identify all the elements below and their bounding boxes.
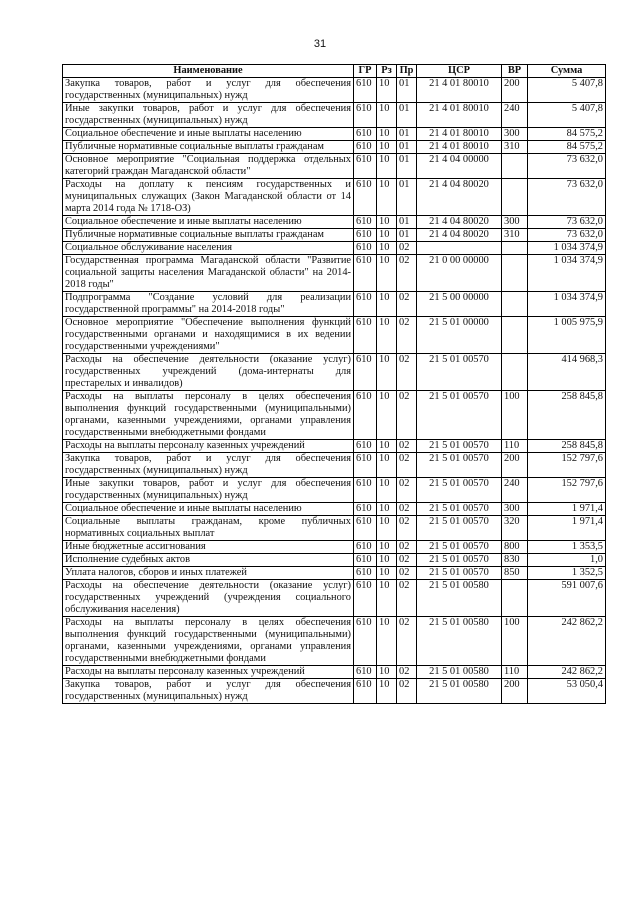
cell-gr: 610 <box>354 541 377 554</box>
header-vr: ВР <box>502 65 528 78</box>
cell-csr: 21 4 01 80010 <box>417 128 502 141</box>
cell-vr: 200 <box>502 78 528 103</box>
cell-gr: 610 <box>354 292 377 317</box>
cell-csr: 21 5 01 00570 <box>417 516 502 541</box>
header-sum: Сумма <box>528 65 606 78</box>
cell-vr: 110 <box>502 666 528 679</box>
cell-vr <box>502 242 528 255</box>
cell-sum: 242 862,2 <box>528 666 606 679</box>
cell-rz: 10 <box>377 216 397 229</box>
cell-name: Социальное обеспечение и иные выплаты населению <box>63 216 354 229</box>
cell-gr: 610 <box>354 242 377 255</box>
cell-csr: 21 4 01 80010 <box>417 103 502 128</box>
cell-vr: 300 <box>502 216 528 229</box>
cell-csr: 21 5 01 00580 <box>417 666 502 679</box>
cell-sum: 1 005 975,9 <box>528 317 606 354</box>
cell-vr: 110 <box>502 440 528 453</box>
cell-rz: 10 <box>377 229 397 242</box>
table-row <box>63 617 606 666</box>
cell-rz: 10 <box>377 516 397 541</box>
cell-csr: 21 5 01 00570 <box>417 478 502 503</box>
cell-rz: 10 <box>377 541 397 554</box>
cell-vr <box>502 580 528 617</box>
table-row <box>63 154 606 179</box>
cell-name: Иные закупки товаров, работ и услуг для обеспечения государственных (муниципальных) нужд <box>63 478 354 503</box>
table-row <box>63 391 606 440</box>
cell-vr <box>502 317 528 354</box>
cell-pr: 02 <box>397 354 417 391</box>
cell-name: Расходы на выплаты персоналу в целях обеспечения выполнения функций государственными (муниципальными) органами, казенными учреждениями, органами управления государственными внебюджетными фондами <box>63 391 354 440</box>
cell-rz: 10 <box>377 617 397 666</box>
cell-rz: 10 <box>377 440 397 453</box>
cell-name: Расходы на доплату к пенсиям государственных и муниципальных служащих (Закон Магаданской области от 14 марта 2014 года № 1718-ОЗ) <box>63 179 354 216</box>
cell-sum: 1 971,4 <box>528 503 606 516</box>
cell-rz: 10 <box>377 567 397 580</box>
cell-sum: 84 575,2 <box>528 141 606 154</box>
table-header-row <box>63 65 606 78</box>
cell-rz: 10 <box>377 255 397 292</box>
cell-csr: 21 5 00 00000 <box>417 292 502 317</box>
table-row <box>63 292 606 317</box>
cell-sum: 1 034 374,9 <box>528 255 606 292</box>
cell-name: Социальные выплаты гражданам, кроме публичных нормативных социальных выплат <box>63 516 354 541</box>
table-row <box>63 666 606 679</box>
cell-gr: 610 <box>354 391 377 440</box>
cell-vr: 320 <box>502 516 528 541</box>
cell-name: Публичные нормативные социальные выплаты гражданам <box>63 229 354 242</box>
cell-gr: 610 <box>354 516 377 541</box>
cell-pr: 02 <box>397 317 417 354</box>
cell-gr: 610 <box>354 141 377 154</box>
cell-gr: 610 <box>354 216 377 229</box>
cell-sum: 591 007,6 <box>528 580 606 617</box>
table-row <box>63 354 606 391</box>
cell-pr: 02 <box>397 679 417 704</box>
cell-pr: 02 <box>397 453 417 478</box>
table-row <box>63 516 606 541</box>
table-row <box>63 503 606 516</box>
cell-name: Иные закупки товаров, работ и услуг для обеспечения государственных (муниципальных) нужд <box>63 103 354 128</box>
cell-name: Социальное обслуживание населения <box>63 242 354 255</box>
cell-vr: 240 <box>502 103 528 128</box>
cell-gr: 610 <box>354 103 377 128</box>
cell-name: Закупка товаров, работ и услуг для обеспечения государственных (муниципальных) нужд <box>63 453 354 478</box>
cell-vr: 310 <box>502 229 528 242</box>
cell-name: Уплата налогов, сборов и иных платежей <box>63 567 354 580</box>
table-row <box>63 440 606 453</box>
cell-rz: 10 <box>377 179 397 216</box>
cell-vr: 300 <box>502 128 528 141</box>
header-csr: ЦСР <box>417 65 502 78</box>
cell-csr: 21 5 01 00570 <box>417 354 502 391</box>
cell-gr: 610 <box>354 78 377 103</box>
cell-pr: 02 <box>397 478 417 503</box>
cell-sum: 1,0 <box>528 554 606 567</box>
cell-csr: 21 5 01 00580 <box>417 617 502 666</box>
cell-gr: 610 <box>354 128 377 141</box>
cell-gr: 610 <box>354 255 377 292</box>
cell-rz: 10 <box>377 478 397 503</box>
cell-csr: 21 5 01 00570 <box>417 453 502 478</box>
table-row <box>63 78 606 103</box>
cell-pr: 02 <box>397 242 417 255</box>
cell-csr: 21 5 01 00570 <box>417 541 502 554</box>
cell-pr: 01 <box>397 179 417 216</box>
cell-sum: 414 968,3 <box>528 354 606 391</box>
cell-csr: 21 4 04 80020 <box>417 229 502 242</box>
cell-csr: 21 0 00 00000 <box>417 255 502 292</box>
cell-pr: 02 <box>397 554 417 567</box>
cell-csr: 21 5 01 00570 <box>417 503 502 516</box>
cell-pr: 01 <box>397 103 417 128</box>
cell-sum: 84 575,2 <box>528 128 606 141</box>
cell-pr: 02 <box>397 541 417 554</box>
cell-vr <box>502 154 528 179</box>
cell-gr: 610 <box>354 440 377 453</box>
cell-rz: 10 <box>377 128 397 141</box>
table-row <box>63 141 606 154</box>
cell-name: Основное мероприятие "Обеспечение выполнения функций государственными органами и находящимися в их ведении государственными учреждениями" <box>63 317 354 354</box>
cell-vr <box>502 292 528 317</box>
cell-pr: 01 <box>397 154 417 179</box>
table-row <box>63 580 606 617</box>
cell-pr: 01 <box>397 78 417 103</box>
cell-rz: 10 <box>377 453 397 478</box>
cell-rz: 10 <box>377 141 397 154</box>
budget-table <box>62 64 606 704</box>
cell-name: Расходы на обеспечение деятельности (оказание услуг) государственных учреждений (дома-интернаты для престарелых и инвалидов) <box>63 354 354 391</box>
cell-gr: 610 <box>354 679 377 704</box>
table-row <box>63 554 606 567</box>
cell-gr: 610 <box>354 580 377 617</box>
cell-rz: 10 <box>377 666 397 679</box>
cell-csr: 21 5 01 00570 <box>417 567 502 580</box>
cell-csr: 21 4 04 80020 <box>417 179 502 216</box>
table-row <box>63 541 606 554</box>
cell-name: Расходы на обеспечение деятельности (оказание услуг) государственных учреждений (учреждения социального обслуживания населения) <box>63 580 354 617</box>
cell-pr: 01 <box>397 216 417 229</box>
cell-vr: 100 <box>502 617 528 666</box>
cell-name: Закупка товаров, работ и услуг для обеспечения государственных (муниципальных) нужд <box>63 679 354 704</box>
table-row <box>63 242 606 255</box>
cell-rz: 10 <box>377 317 397 354</box>
cell-rz: 10 <box>377 292 397 317</box>
cell-pr: 02 <box>397 580 417 617</box>
cell-sum: 1 352,5 <box>528 567 606 580</box>
cell-rz: 10 <box>377 679 397 704</box>
cell-gr: 610 <box>354 503 377 516</box>
table-body <box>63 78 606 704</box>
cell-sum: 258 845,8 <box>528 391 606 440</box>
cell-vr: 830 <box>502 554 528 567</box>
table-row <box>63 679 606 704</box>
cell-csr: 21 5 01 00570 <box>417 391 502 440</box>
cell-gr: 610 <box>354 617 377 666</box>
table-row <box>63 317 606 354</box>
cell-gr: 610 <box>354 229 377 242</box>
cell-sum: 1 971,4 <box>528 516 606 541</box>
cell-gr: 610 <box>354 453 377 478</box>
cell-csr: 21 5 01 00000 <box>417 317 502 354</box>
cell-name: Исполнение судебных актов <box>63 554 354 567</box>
cell-gr: 610 <box>354 317 377 354</box>
table-row <box>63 478 606 503</box>
cell-sum: 152 797,6 <box>528 453 606 478</box>
cell-gr: 610 <box>354 154 377 179</box>
cell-name: Основное мероприятие "Социальная поддержка отдельных категорий граждан Магаданской области" <box>63 154 354 179</box>
table-row <box>63 128 606 141</box>
table-row <box>63 567 606 580</box>
cell-csr: 21 4 01 80010 <box>417 141 502 154</box>
cell-vr <box>502 354 528 391</box>
cell-gr: 610 <box>354 567 377 580</box>
cell-csr: 21 5 01 00580 <box>417 580 502 617</box>
cell-csr: 21 5 01 00580 <box>417 679 502 704</box>
cell-sum: 5 407,8 <box>528 103 606 128</box>
cell-pr: 01 <box>397 141 417 154</box>
header-rz: Рз <box>377 65 397 78</box>
cell-csr: 21 5 01 00570 <box>417 554 502 567</box>
cell-rz: 10 <box>377 391 397 440</box>
cell-pr: 02 <box>397 292 417 317</box>
cell-vr: 100 <box>502 391 528 440</box>
cell-pr: 02 <box>397 617 417 666</box>
cell-sum: 73 632,0 <box>528 179 606 216</box>
cell-vr <box>502 255 528 292</box>
header-gr: ГР <box>354 65 377 78</box>
cell-vr: 240 <box>502 478 528 503</box>
cell-sum: 1 353,5 <box>528 541 606 554</box>
cell-name: Расходы на выплаты персоналу казенных учреждений <box>63 440 354 453</box>
cell-sum: 53 050,4 <box>528 679 606 704</box>
cell-vr: 300 <box>502 503 528 516</box>
cell-csr: 21 4 01 80010 <box>417 78 502 103</box>
table-row <box>63 453 606 478</box>
cell-rz: 10 <box>377 78 397 103</box>
cell-name: Социальное обеспечение и иные выплаты населению <box>63 128 354 141</box>
cell-csr: 21 5 01 00570 <box>417 440 502 453</box>
cell-vr: 200 <box>502 679 528 704</box>
cell-pr: 02 <box>397 666 417 679</box>
cell-pr: 02 <box>397 516 417 541</box>
cell-name: Социальное обеспечение и иные выплаты населению <box>63 503 354 516</box>
cell-vr: 850 <box>502 567 528 580</box>
cell-name: Публичные нормативные социальные выплаты гражданам <box>63 141 354 154</box>
cell-gr: 610 <box>354 478 377 503</box>
cell-rz: 10 <box>377 503 397 516</box>
cell-vr: 310 <box>502 141 528 154</box>
header-pr: Пр <box>397 65 417 78</box>
cell-gr: 610 <box>354 179 377 216</box>
cell-rz: 10 <box>377 580 397 617</box>
cell-csr: 21 4 04 80020 <box>417 216 502 229</box>
cell-rz: 10 <box>377 554 397 567</box>
cell-rz: 10 <box>377 154 397 179</box>
cell-sum: 73 632,0 <box>528 154 606 179</box>
cell-sum: 73 632,0 <box>528 229 606 242</box>
cell-pr: 02 <box>397 255 417 292</box>
table-row <box>63 229 606 242</box>
header-name: Наименование <box>63 65 354 78</box>
cell-gr: 610 <box>354 666 377 679</box>
cell-sum: 1 034 374,9 <box>528 292 606 317</box>
cell-pr: 02 <box>397 503 417 516</box>
table-row <box>63 255 606 292</box>
cell-sum: 1 034 374,9 <box>528 242 606 255</box>
cell-name: Иные бюджетные ассигнования <box>63 541 354 554</box>
cell-name: Расходы на выплаты персоналу в целях обеспечения выполнения функций государственными (муниципальными) органами, казенными учреждениями, органами управления государственными внебюджетными фондами <box>63 617 354 666</box>
cell-rz: 10 <box>377 354 397 391</box>
cell-pr: 02 <box>397 391 417 440</box>
cell-pr: 02 <box>397 567 417 580</box>
cell-vr: 800 <box>502 541 528 554</box>
table-row <box>63 216 606 229</box>
cell-gr: 610 <box>354 554 377 567</box>
cell-name: Расходы на выплаты персоналу казенных учреждений <box>63 666 354 679</box>
cell-sum: 73 632,0 <box>528 216 606 229</box>
cell-sum: 242 862,2 <box>528 617 606 666</box>
page-number: 31 <box>313 38 327 50</box>
cell-name: Государственная программа Магаданской области "Развитие социальной защиты населения Магаданской области" на 2014-2018 годы" <box>63 255 354 292</box>
cell-sum: 5 407,8 <box>528 78 606 103</box>
cell-rz: 10 <box>377 242 397 255</box>
table-row <box>63 103 606 128</box>
cell-pr: 01 <box>397 229 417 242</box>
cell-name: Подпрограмма "Создание условий для реализации государственной программы" на 2014-2018 годы" <box>63 292 354 317</box>
cell-pr: 02 <box>397 440 417 453</box>
cell-name: Закупка товаров, работ и услуг для обеспечения государственных (муниципальных) нужд <box>63 78 354 103</box>
cell-csr <box>417 242 502 255</box>
cell-sum: 258 845,8 <box>528 440 606 453</box>
table-row <box>63 179 606 216</box>
cell-pr: 01 <box>397 128 417 141</box>
cell-rz: 10 <box>377 103 397 128</box>
cell-vr: 200 <box>502 453 528 478</box>
cell-vr <box>502 179 528 216</box>
cell-csr: 21 4 04 00000 <box>417 154 502 179</box>
cell-sum: 152 797,6 <box>528 478 606 503</box>
cell-gr: 610 <box>354 354 377 391</box>
